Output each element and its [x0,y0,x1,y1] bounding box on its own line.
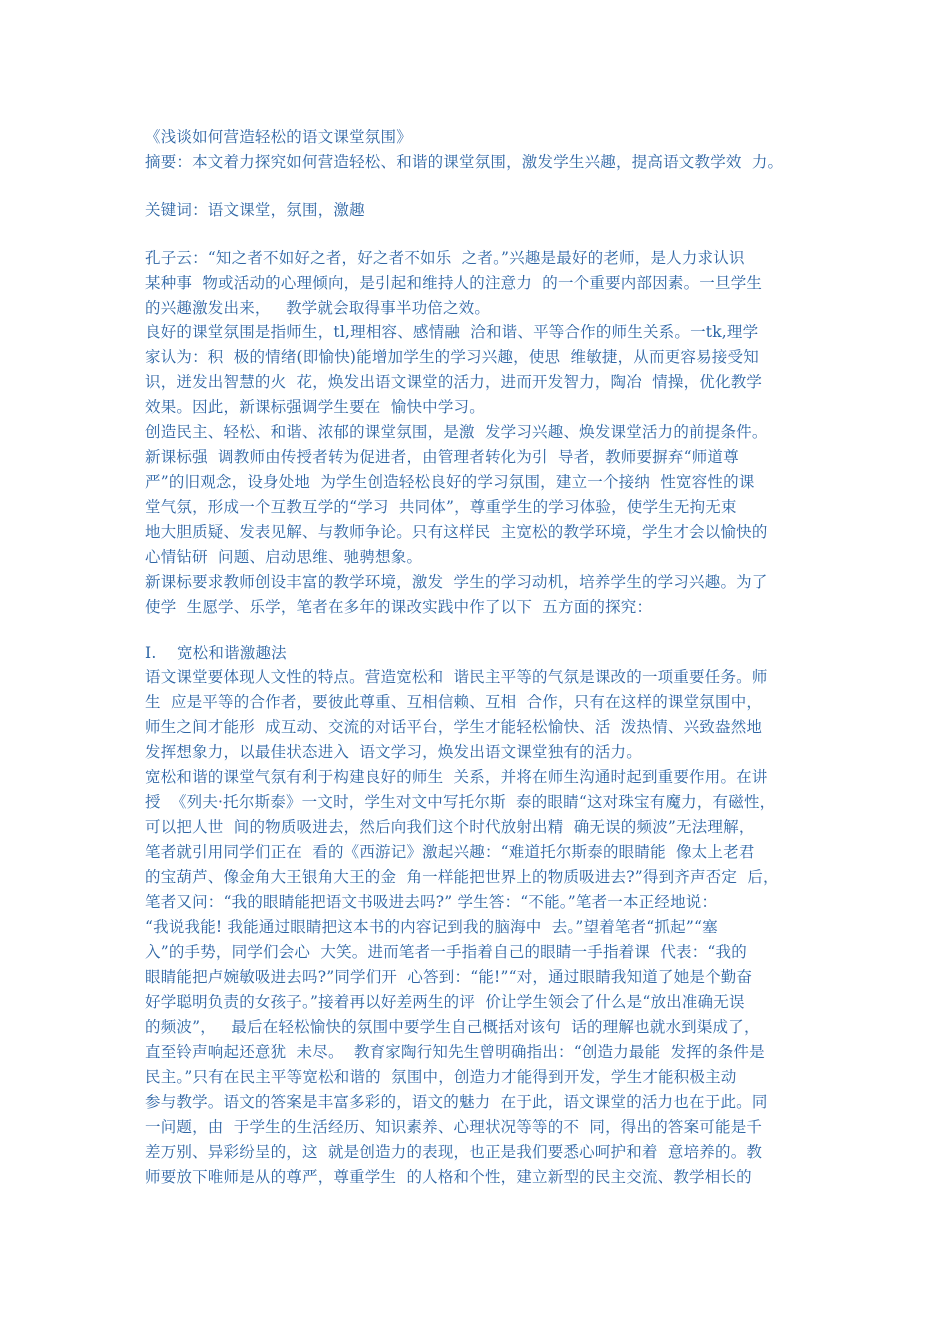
paragraph-line: 发挥想象力，以最佳状态进入 语文学习，焕发出语文课堂独有的活力。 [145,743,642,761]
paragraph-line: 使学 生愿学、乐学，笔者在多年的课改实践中作了以下 五方面的探究： [145,598,653,616]
paragraph-line: 心情钻研 问题、启动思维、驰骋想象。 [145,548,423,566]
paragraph-line: 入”的手势，同学们会心 大笑。进而笔者一手指着自己的眼睛一手指着课 代表：“我的 [145,943,747,961]
paragraph-line: 新课标强 调教师由传授者转为促进者，由管理者转化为引 导者，教师要摒弃“师道尊 [145,448,739,466]
paragraph-line: 笔者就引用同学们正在 看的《西游记》激起兴趣：“难道托尔斯泰的眼睛能 像太上老君 [145,843,755,861]
paragraph-line: 某种事 物或活动的心理倾向，是引起和维持人的注意力 的一个重要内部因素。一旦学生 [145,274,763,292]
paragraph-line: 创造民主、轻松、和谐、浓郁的课堂氛围，是激 发学习兴趣、焕发课堂活力的前提条件。 [145,423,768,441]
paragraph-line: 笔者又问：“我的眼睛能把语文书吸进去吗?” 学生答：“不能。”笔者一本正经地说： [145,893,718,911]
paragraph-line: 的宝葫芦、像金角大王银角大王的金 角一样能把世界上的物质吸进去?”得到齐声否定 后， [145,868,779,886]
paragraph-line: 家认为：积 极的情绪(即愉快)能增加学生的学习兴趣，使思 维敏捷，从而更容易接受知 [145,348,759,366]
paragraph-line: 效果。因此，新课标强调学生要在 愉快中学习。 [145,398,485,416]
document-title: 《浅谈如何营造轻松的语文课堂氛围》 [145,128,412,146]
paragraph-line: 可以把人世 间的物质吸进去，然后向我们这个时代放射出精 确无误的频波”无法理解， [145,818,755,836]
paragraph-line: 授 《列夫·托尔斯泰》一文时，学生对文中写托尔斯 泰的眼睛“这对珠宝有魔力，有磁性， [145,793,776,811]
paragraph-line: 师生之间才能形 成互动、交流的对话平台，学生才能轻松愉快、活 泼热情、兴致盎然地 [145,718,763,736]
paragraph-line: 的兴趣激发出来， 教学就会取得事半功倍之效。 [145,299,491,317]
abstract-line: 摘要：本文着力探究如何营造轻松、和谐的课堂氛围，激发学生兴趣，提高语文教学效 力。 [145,153,784,171]
paragraph-line: 生 应是平等的合作者，要彼此尊重、互相信赖、互相 合作，只有在这样的课堂氛围中， [145,693,763,711]
paragraph-line: 地大胆质疑、发表见解、与教师争论。只有这样民 主宽松的教学环境，学生才会以愉快的 [145,523,768,541]
paragraph-line: 师要放下唯师是从的尊严，尊重学生 的人格和个性，建立新型的民主交流、教学相长的 [145,1168,752,1186]
paragraph-line: 的频波”， 最后在轻松愉快的氛围中要学生自己概括对该句 话的理解也就水到渠成了， [145,1018,760,1036]
paragraph-line: 孔子云：“知之者不如好之者，好之者不如乐 之者。”兴趣是最好的老师，是人力求认识 [145,249,745,267]
keywords-line: 关键词：语文课堂，氛围，激趣 [145,201,365,219]
section-heading: I. 宽松和谐激趣法 [145,644,287,662]
paragraph-line: 堂气氛，形成一个互教互学的“学习 共同体”，尊重学生的学习体验，使学生无拘无束 [145,498,737,516]
paragraph-line: 好学聪明负责的女孩子。”接着再以好差两生的评 价让学生领会了什么是“放出准确无误 [145,993,745,1011]
paragraph-line: 语文课堂要体现人文性的特点。营造宽松和 谐民主平等的气氛是课改的一项重要任务。师 [145,668,768,686]
paragraph-line: 差万别、异彩纷呈的，这 就是创造力的表现，也正是我们要悉心呵护和着 意培养的。教 [145,1143,763,1161]
paragraph-line: 一问题，由 于学生的生活经历、知识素养、心理状况等等的不 同，得出的答案可能是千 [145,1118,763,1136]
paragraph-line: 眼睛能把卢婉敏吸进去吗?”同学们开 心答到：“能!”“对，通过眼睛我知道了她是个勤奋 [145,968,753,986]
paragraph-line: 严”的旧观念，设身处地 为学生创造轻松良好的学习氛围，建立一个接纳 性宽容性的课 [145,473,755,491]
paragraph-line: 直至铃声响起还意犹 未尽。 教育家陶行知先生曾明确指出：“创造力最能 发挥的条件是 [145,1043,765,1061]
paragraph-line: 宽松和谐的课堂气氛有利于构建良好的师生 关系，并将在师生沟通时起到重要作用。在讲 [145,768,768,786]
paragraph-line: “我说我能! 我能通过眼睛把这本书的内容记到我的脑海中 去。”望着笔者“抓起”“塞 [145,918,718,936]
paragraph-line: 民主。”只有在民主平等宽松和谐的 氛围中，创造力才能得到开发，学生才能积极主动 [145,1068,737,1086]
paragraph-line: 新课标要求教师创设丰富的教学环境，激发 学生的学习动机，培养学生的学习兴趣。为了 [145,573,768,591]
paragraph-line: 良好的课堂氛围是指师生，tl,理相容、感情融 洽和谐、平等合作的师生关系。一tk,理学 [145,323,759,341]
paragraph-line: 识，迸发出智慧的火 花，焕发出语文课堂的活力，进而开发智力，陶冶 情操，优化教学 [145,373,763,391]
paragraph-line: 参与教学。语文的答案是丰富多彩的，语文的魅力 在于此，语文课堂的活力也在于此。同 [145,1093,768,1111]
